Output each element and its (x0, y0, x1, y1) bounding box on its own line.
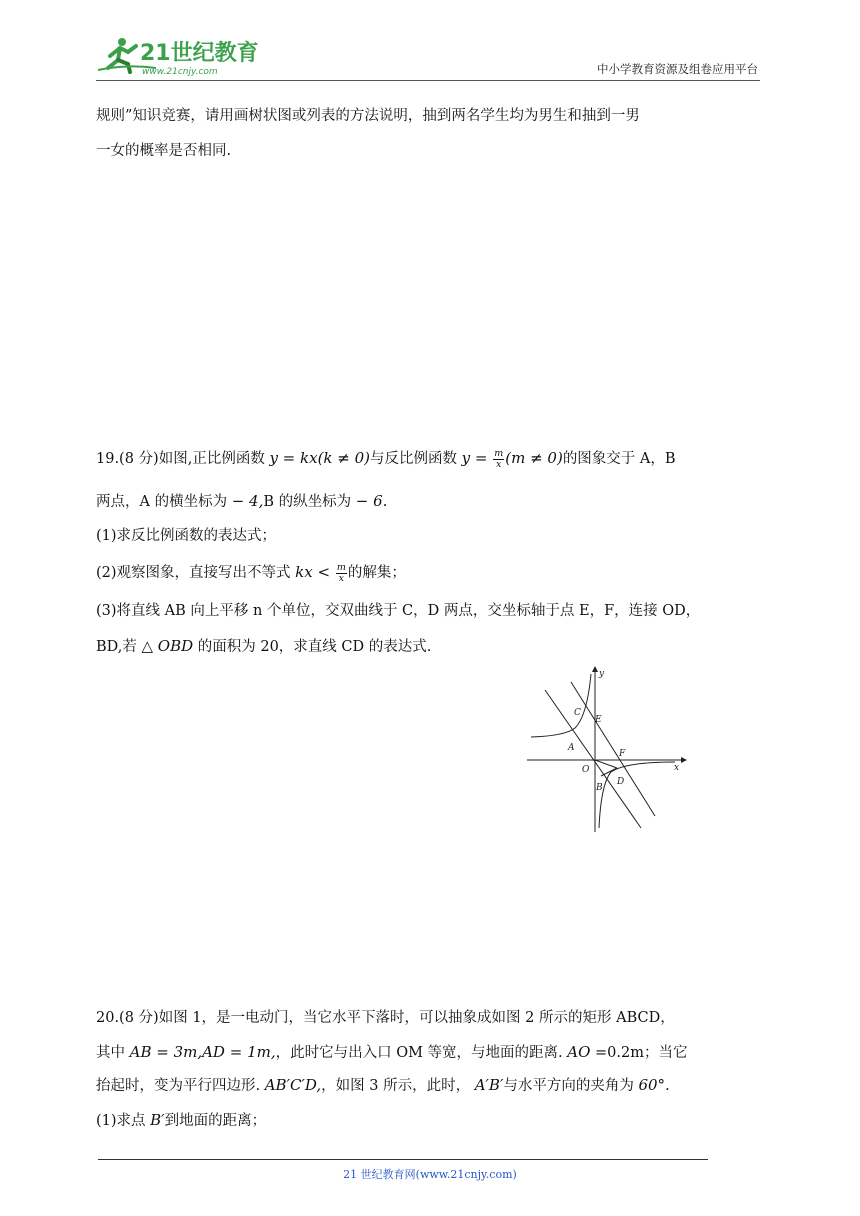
label-c: C (574, 708, 581, 718)
platform-name: 中小学教育资源及组卷应用平台 (597, 62, 758, 76)
fraction-numerator: m (336, 561, 346, 573)
footer-divider (98, 1159, 708, 1160)
q19-inequality: kx < (295, 563, 335, 581)
q20-segment: A′B′ (474, 1076, 504, 1094)
q20-angle: 60°. (638, 1076, 670, 1094)
q19-mid: 与反比例函数 (370, 451, 462, 467)
q19-line2-a: 两点，A 的横坐标为 (96, 494, 232, 510)
q19-tail: 的图象交于 A，B (562, 451, 676, 467)
q19-y-eq: y = (461, 449, 493, 467)
q19-graph-figure (525, 664, 687, 834)
label-e: E (595, 715, 602, 725)
footer-link[interactable]: 21 世纪教育网(www.21cnjy.com) (343, 1168, 517, 1181)
y-axis-arrow (592, 666, 598, 672)
label-d: D (617, 777, 625, 787)
q18-line2: 一女的概率是否相同. (96, 143, 232, 159)
q20-part1-a: (1)求点 (96, 1113, 151, 1129)
q20-parallelogram: AB′C′D, (264, 1076, 322, 1094)
q20-line3-c: 与水平方向的夹角为 (503, 1078, 639, 1094)
fraction-denominator: x (496, 458, 502, 470)
page-header (96, 30, 760, 81)
q20-line3-a: 抬起时，变为平行四边形. (96, 1078, 265, 1094)
q19-part3-a: BD,若 (96, 639, 142, 655)
q19-triangle: △ OBD (141, 637, 194, 655)
q19-line2-b: B 的纵坐标为 (263, 494, 356, 510)
line-ab (545, 690, 641, 828)
line-cd (571, 682, 655, 816)
hyperbola-branch-lower-right (599, 762, 675, 828)
fraction-numerator: m (494, 447, 504, 459)
q20-line2-b: ，此时它与出入口 OM 等宽，与地面的距离. (275, 1045, 568, 1061)
q19-part3-line1: (3)将直线 AB 向上平移 n 个单位，交双曲线于 C，D 两点，交坐标轴于点 E，F，连接 OD， (96, 603, 701, 619)
logo-text: 21世纪教育 (140, 41, 259, 66)
q19-intro: 19.(8 分)如图,正比例函数 (96, 451, 270, 467)
q20-point-b: B′ (150, 1111, 165, 1129)
q19-b-y: − 6. (355, 492, 388, 510)
q19-fraction (493, 449, 504, 470)
logo-url: www.21cnjy.com (142, 67, 218, 77)
q20-line2 (96, 1042, 688, 1063)
q18-line1: 规则”知识竞赛，请用画树状图或列表的方法说明，抽到两名学生均为男生和抽到一男 (96, 108, 640, 124)
label-f: F (619, 749, 626, 759)
q19-part3-b: 的面积为 20，求直线 CD 的表达式. (193, 639, 432, 655)
label-a: A (568, 743, 575, 753)
q19-line1 (96, 448, 676, 470)
hyperbola-branch-upper-left (531, 674, 591, 737)
x-axis-arrow (681, 757, 687, 763)
q20-ao: AO (567, 1043, 591, 1061)
q19-part2 (96, 562, 406, 584)
q20-line3 (96, 1075, 670, 1096)
q19-part3-line2 (96, 636, 431, 657)
q20-line2-c: =0.2m；当它 (590, 1045, 688, 1061)
fraction-denominator: x (338, 572, 344, 584)
q19-part2-a: (2)观察图象，直接写出不等式 (96, 565, 296, 581)
q19-linear-func: y = kx(k ≠ 0) (269, 449, 371, 467)
q19-part1: (1)求反比例函数的表达式； (96, 528, 277, 544)
q20-dimensions: AB = 3m,AD = 1m, (129, 1043, 276, 1061)
q20-part1-b: 到地面的距离； (164, 1113, 267, 1129)
q19-part2-b: 的解集； (347, 565, 406, 581)
label-o: O (582, 765, 590, 775)
label-b: B (596, 783, 603, 793)
q20-line1: 20.(8 分)如图 1，是一电动门，当它水平下落时，可以抽象成如图 2 所示的矩形 ABCD， (96, 1010, 675, 1026)
q19-a-x: − 4, (231, 492, 264, 510)
label-x: x (674, 763, 680, 773)
q19-m-cond: (m ≠ 0) (505, 449, 563, 467)
q20-line2-a: 其中 (96, 1045, 130, 1061)
q20-part1 (96, 1110, 266, 1131)
q19-line2 (96, 491, 387, 512)
q20-line3-b: ，如图 3 所示，此时， (321, 1078, 475, 1094)
site-logo (96, 34, 266, 78)
label-y: y (599, 669, 605, 679)
q19-part2-fraction (336, 563, 347, 584)
